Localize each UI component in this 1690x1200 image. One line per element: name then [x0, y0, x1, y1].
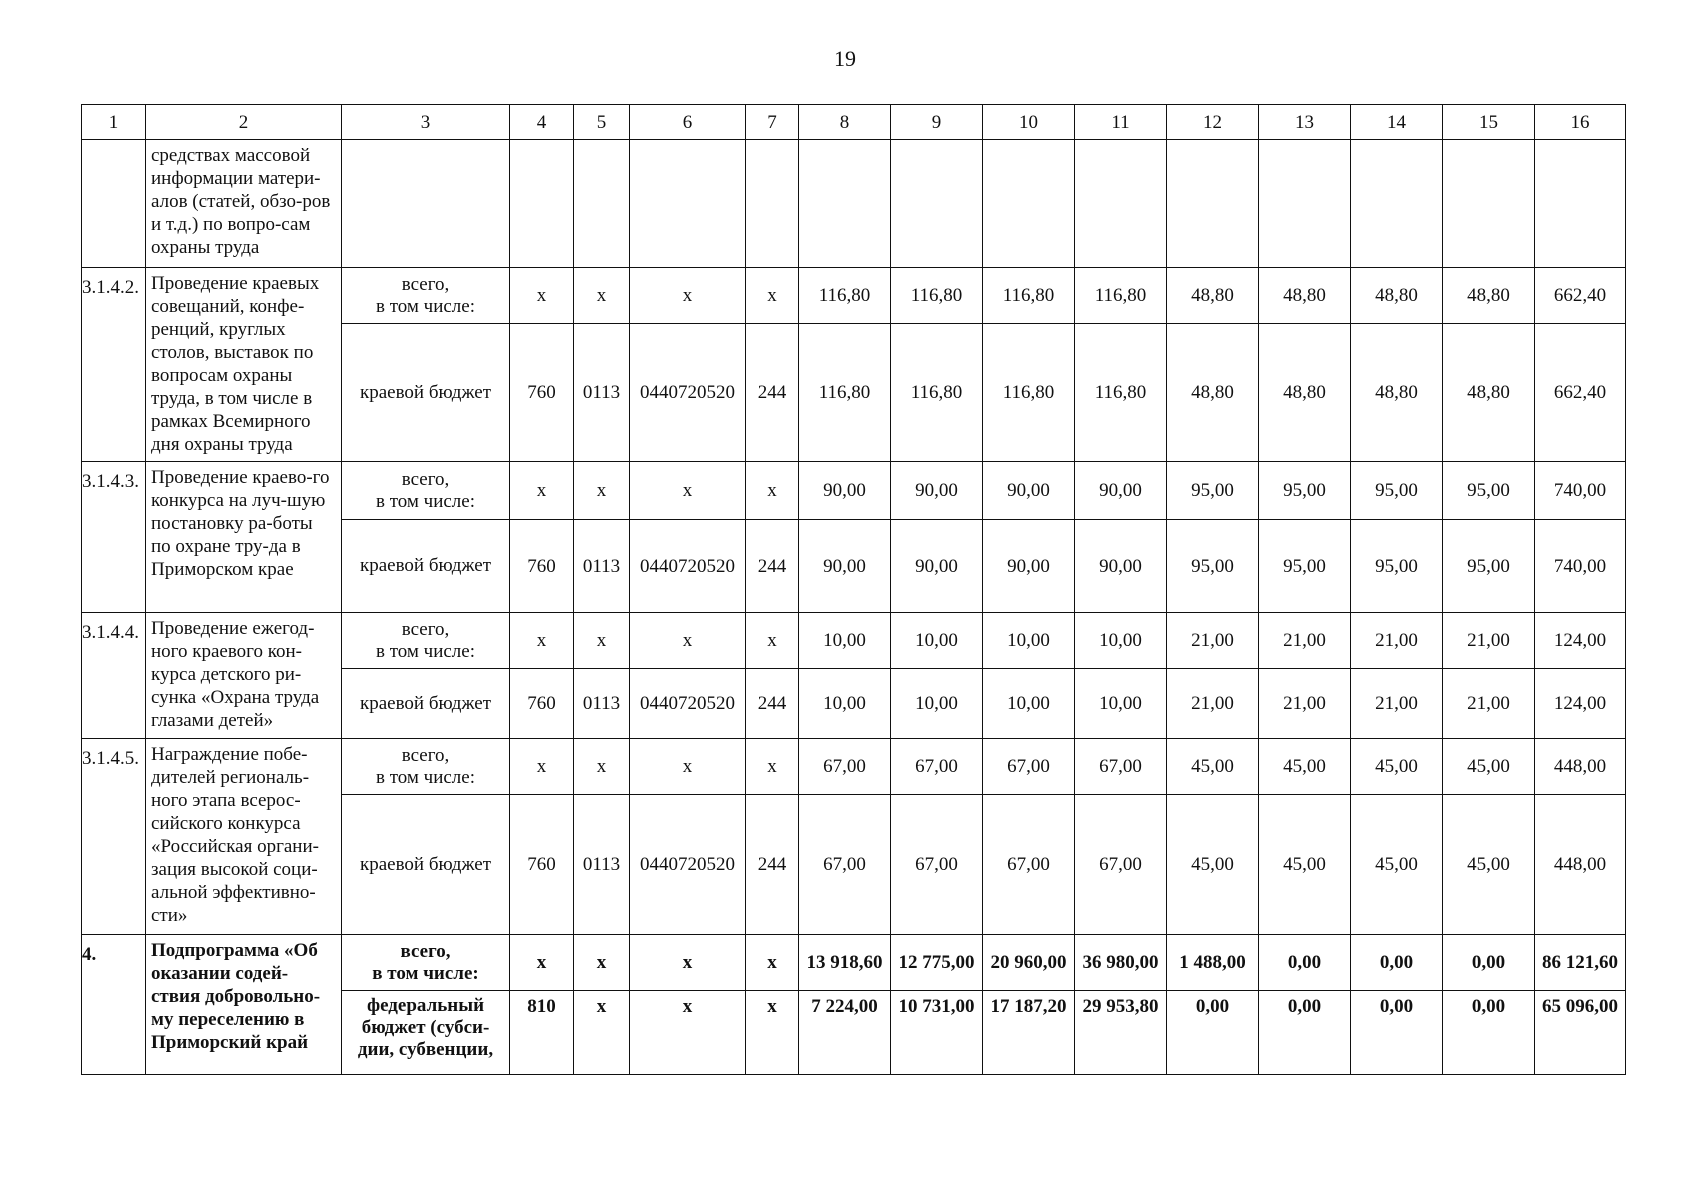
code-cell-x: х [574, 935, 630, 991]
value-cell: 740,00 [1535, 520, 1626, 613]
empty-cell [746, 140, 799, 268]
column-header-8: 8 [799, 105, 891, 140]
funding-source-total: всего, в том числе: [342, 462, 510, 520]
code-cell-x: х [510, 739, 574, 795]
code-cell-x: х [510, 268, 574, 324]
value-cell: 662,40 [1535, 324, 1626, 462]
column-header-7: 7 [746, 105, 799, 140]
value-cell: 10,00 [1075, 613, 1167, 669]
empty-cell [1075, 140, 1167, 268]
empty-cell [1443, 140, 1535, 268]
value-cell: 95,00 [1167, 462, 1259, 520]
value-cell: 95,00 [1351, 462, 1443, 520]
table-row [82, 613, 1626, 669]
value-cell: 48,80 [1443, 268, 1535, 324]
value-cell: 90,00 [891, 462, 983, 520]
empty-cell [630, 140, 746, 268]
value-cell: 67,00 [1075, 795, 1167, 935]
value-cell: 21,00 [1167, 669, 1259, 739]
code-cell-x: х [510, 935, 574, 991]
code-cell-x: х [746, 935, 799, 991]
value-cell: 21,00 [1259, 613, 1351, 669]
header-row [82, 105, 1626, 140]
code-cell: 244 [746, 669, 799, 739]
value-cell: 124,00 [1535, 613, 1626, 669]
funding-source-regional: краевой бюджет [342, 324, 510, 462]
value-cell: 7 224,00 [799, 991, 891, 1075]
row-number-cell: 3.1.4.3. [82, 462, 146, 613]
table-row [82, 935, 1626, 991]
table-row [82, 268, 1626, 324]
value-cell: 662,40 [1535, 268, 1626, 324]
value-cell: 90,00 [983, 462, 1075, 520]
value-cell: 20 960,00 [983, 935, 1075, 991]
item-name-cell: средствах массовой информации матери-алов (статей, обзо-ров и т.д.) по вопро-сам охраны труда [146, 140, 342, 268]
code-cell: 0440720520 [630, 669, 746, 739]
code-cell-x: х [574, 462, 630, 520]
value-cell: 10,00 [891, 669, 983, 739]
code-cell: 0113 [574, 520, 630, 613]
column-header-2: 2 [146, 105, 342, 140]
value-cell: 21,00 [1351, 669, 1443, 739]
value-cell: 67,00 [799, 795, 891, 935]
empty-cell [510, 140, 574, 268]
value-cell: 67,00 [891, 739, 983, 795]
table-row [82, 140, 1626, 268]
code-cell-x: х [746, 462, 799, 520]
code-cell: 0113 [574, 795, 630, 935]
code-cell-x: х [510, 462, 574, 520]
value-cell: 21,00 [1443, 669, 1535, 739]
value-cell: 65 096,00 [1535, 991, 1626, 1075]
value-cell: 95,00 [1443, 520, 1535, 613]
value-cell: 116,80 [799, 268, 891, 324]
value-cell: 45,00 [1259, 795, 1351, 935]
value-cell: 10,00 [799, 669, 891, 739]
empty-cell [342, 140, 510, 268]
code-cell-x: х [630, 462, 746, 520]
value-cell: 21,00 [1259, 669, 1351, 739]
value-cell: 48,80 [1259, 268, 1351, 324]
value-cell: 0,00 [1443, 935, 1535, 991]
value-cell: 0,00 [1351, 935, 1443, 991]
column-header-11: 11 [1075, 105, 1167, 140]
table-row [82, 462, 1626, 520]
page-number: 19 [834, 46, 856, 71]
code-cell-x: х [574, 991, 630, 1075]
value-cell: 10 731,00 [891, 991, 983, 1075]
value-cell: 86 121,60 [1535, 935, 1626, 991]
column-header-5: 5 [574, 105, 630, 140]
row-number-cell: 3.1.4.4. [82, 613, 146, 739]
value-cell: 10,00 [799, 613, 891, 669]
funding-source-regional: краевой бюджет [342, 669, 510, 739]
value-cell: 0,00 [1443, 991, 1535, 1075]
value-cell: 90,00 [1075, 462, 1167, 520]
code-cell: 0440720520 [630, 324, 746, 462]
item-name-cell: Проведение краево-го конкурса на луч-шую постановку ра-боты по охране тру-да в Приморском крае [146, 462, 342, 613]
value-cell: 12 775,00 [891, 935, 983, 991]
value-cell: 67,00 [799, 739, 891, 795]
value-cell: 116,80 [983, 268, 1075, 324]
value-cell: 116,80 [1075, 324, 1167, 462]
funding-source-regional: краевой бюджет [342, 795, 510, 935]
value-cell: 740,00 [1535, 462, 1626, 520]
value-cell: 90,00 [799, 520, 891, 613]
code-cell-x: х [510, 613, 574, 669]
value-cell: 45,00 [1167, 795, 1259, 935]
code-cell: 760 [510, 669, 574, 739]
value-cell: 67,00 [983, 739, 1075, 795]
code-cell: 810 [510, 991, 574, 1075]
code-cell-x: х [746, 739, 799, 795]
value-cell: 0,00 [1259, 935, 1351, 991]
value-cell: 10,00 [1075, 669, 1167, 739]
column-header-10: 10 [983, 105, 1075, 140]
code-cell: 244 [746, 324, 799, 462]
code-cell: 0113 [574, 324, 630, 462]
code-cell-x: х [630, 935, 746, 991]
row-number-cell: 3.1.4.5. [82, 739, 146, 935]
column-header-3: 3 [342, 105, 510, 140]
value-cell: 90,00 [799, 462, 891, 520]
value-cell: 0,00 [1259, 991, 1351, 1075]
value-cell: 1 488,00 [1167, 935, 1259, 991]
value-cell: 48,80 [1167, 324, 1259, 462]
value-cell: 95,00 [1259, 462, 1351, 520]
code-cell: 244 [746, 520, 799, 613]
value-cell: 90,00 [983, 520, 1075, 613]
code-cell: 244 [746, 795, 799, 935]
value-cell: 95,00 [1351, 520, 1443, 613]
value-cell: 0,00 [1167, 991, 1259, 1075]
value-cell: 48,80 [1443, 324, 1535, 462]
code-cell: 0113 [574, 669, 630, 739]
value-cell: 48,80 [1167, 268, 1259, 324]
code-cell-x: х [574, 268, 630, 324]
empty-cell [983, 140, 1075, 268]
value-cell: 90,00 [891, 520, 983, 613]
funding-source-total: всего, в том числе: [342, 613, 510, 669]
row-number-cell: 4. [82, 935, 146, 1075]
value-cell: 116,80 [1075, 268, 1167, 324]
code-cell: 760 [510, 324, 574, 462]
empty-cell [1259, 140, 1351, 268]
funding-source-federal: федеральный бюджет (субси-дии, субвенции, [342, 991, 510, 1075]
value-cell: 48,80 [1351, 268, 1443, 324]
code-cell: 760 [510, 520, 574, 613]
code-cell: 0440720520 [630, 520, 746, 613]
value-cell: 67,00 [891, 795, 983, 935]
code-cell-x: х [574, 739, 630, 795]
code-cell-x: х [746, 613, 799, 669]
funding-source-total: всего, в том числе: [342, 739, 510, 795]
value-cell: 13 918,60 [799, 935, 891, 991]
column-header-13: 13 [1259, 105, 1351, 140]
code-cell-x: х [746, 268, 799, 324]
value-cell: 45,00 [1167, 739, 1259, 795]
value-cell: 124,00 [1535, 669, 1626, 739]
empty-cell [891, 140, 983, 268]
empty-cell [1351, 140, 1443, 268]
empty-cell [1535, 140, 1626, 268]
value-cell: 116,80 [799, 324, 891, 462]
value-cell: 45,00 [1259, 739, 1351, 795]
value-cell: 116,80 [891, 324, 983, 462]
item-name-cell: Проведение ежегод-ного краевого кон-курса детского ри-сунка «Охрана труда глазами детей» [146, 613, 342, 739]
value-cell: 448,00 [1535, 739, 1626, 795]
row-number-cell [82, 140, 146, 268]
value-cell: 36 980,00 [1075, 935, 1167, 991]
value-cell: 0,00 [1351, 991, 1443, 1075]
value-cell: 95,00 [1167, 520, 1259, 613]
value-cell: 10,00 [891, 613, 983, 669]
code-cell: 0440720520 [630, 795, 746, 935]
column-header-4: 4 [510, 105, 574, 140]
code-cell-x: х [630, 268, 746, 324]
funding-source-total: всего, в том числе: [342, 268, 510, 324]
budget-table [81, 104, 1626, 1075]
empty-cell [799, 140, 891, 268]
code-cell-x: х [630, 991, 746, 1075]
table-row [82, 739, 1626, 795]
column-header-9: 9 [891, 105, 983, 140]
item-name-cell: Награждение побе-дителей региональ-ного этапа всерос-сийского конкурса «Российская органи-зация высокой соци-альной эффективно-сти» [146, 739, 342, 935]
column-header-15: 15 [1443, 105, 1535, 140]
value-cell: 45,00 [1443, 795, 1535, 935]
value-cell: 10,00 [983, 613, 1075, 669]
column-header-1: 1 [82, 105, 146, 140]
item-name-cell: Подпрограмма «Об оказании содей-ствия добровольно-му переселению в Приморский край [146, 935, 342, 1075]
empty-cell [574, 140, 630, 268]
column-header-14: 14 [1351, 105, 1443, 140]
item-name-cell: Проведение краевых совещаний, конфе-ренций, круглых столов, выставок по вопросам охраны труда, в том числе в рамках Всемирного дня охраны труда [146, 268, 342, 462]
value-cell: 67,00 [983, 795, 1075, 935]
funding-source-total: всего, в том числе: [342, 935, 510, 991]
value-cell: 45,00 [1443, 739, 1535, 795]
code-cell-x: х [574, 613, 630, 669]
value-cell: 48,80 [1259, 324, 1351, 462]
value-cell: 21,00 [1167, 613, 1259, 669]
column-header-12: 12 [1167, 105, 1259, 140]
column-header-6: 6 [630, 105, 746, 140]
value-cell: 17 187,20 [983, 991, 1075, 1075]
value-cell: 10,00 [983, 669, 1075, 739]
value-cell: 90,00 [1075, 520, 1167, 613]
code-cell-x: х [630, 613, 746, 669]
code-cell: 760 [510, 795, 574, 935]
code-cell-x: х [630, 739, 746, 795]
empty-cell [1167, 140, 1259, 268]
value-cell: 45,00 [1351, 795, 1443, 935]
column-header-16: 16 [1535, 105, 1626, 140]
value-cell: 67,00 [1075, 739, 1167, 795]
value-cell: 45,00 [1351, 739, 1443, 795]
value-cell: 95,00 [1443, 462, 1535, 520]
value-cell: 448,00 [1535, 795, 1626, 935]
value-cell: 29 953,80 [1075, 991, 1167, 1075]
value-cell: 116,80 [891, 268, 983, 324]
row-number-cell: 3.1.4.2. [82, 268, 146, 462]
funding-source-regional: краевой бюджет [342, 520, 510, 613]
value-cell: 95,00 [1259, 520, 1351, 613]
code-cell-x: х [746, 991, 799, 1075]
value-cell: 21,00 [1443, 613, 1535, 669]
value-cell: 48,80 [1351, 324, 1443, 462]
value-cell: 21,00 [1351, 613, 1443, 669]
value-cell: 116,80 [983, 324, 1075, 462]
